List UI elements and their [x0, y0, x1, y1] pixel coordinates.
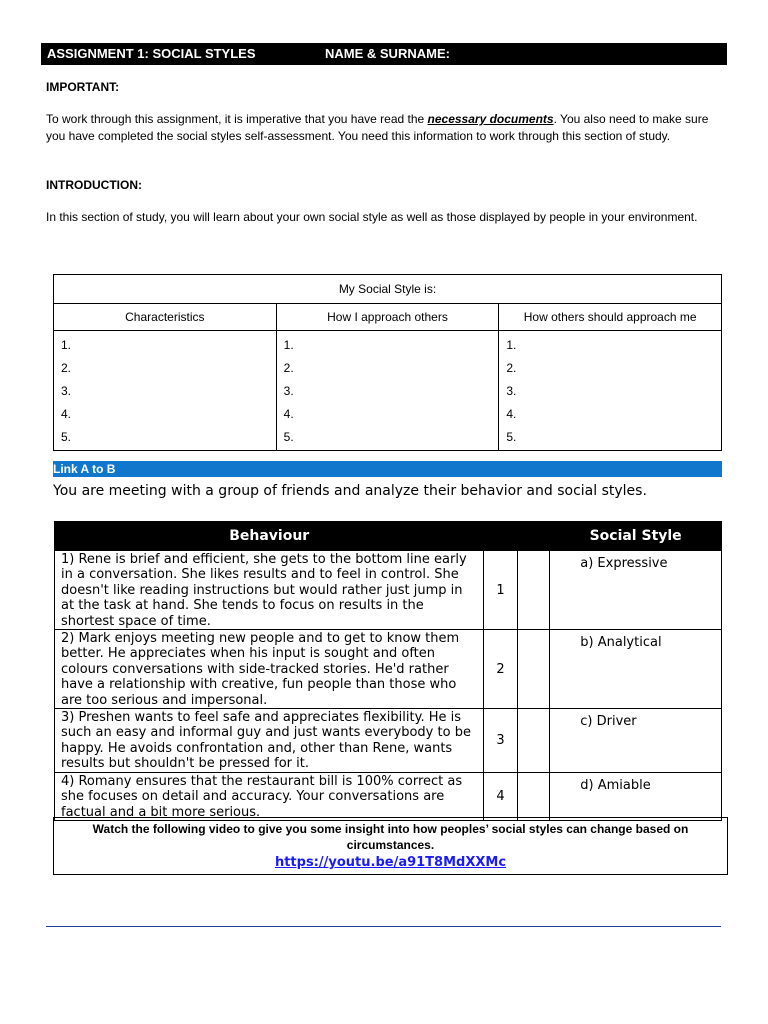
link-a-to-b-bar	[53, 461, 722, 477]
answer-cell[interactable]	[517, 772, 550, 820]
scenario-text: You are meeting with a group of friends and analyze their behavior and social styles.	[53, 483, 647, 499]
number-cell: 2	[484, 630, 517, 709]
list-item: 2.	[506, 361, 517, 375]
list-item: 5.	[506, 430, 517, 444]
list-item: 2.	[283, 361, 294, 375]
list-item: 1.	[61, 338, 72, 352]
behaviour-column-header: Behaviour	[55, 522, 484, 551]
column-header-others-approach-me: How others should approach me	[499, 304, 722, 331]
social-style-option: d) Amiable	[550, 772, 722, 820]
behaviour-cell: 4) Romany ensures that the restaurant bill is 100% correct as she focuses on detail and accuracy. Your conversations are factual and a bit more serious.	[55, 772, 484, 820]
footer-divider	[46, 926, 721, 927]
video-box	[53, 817, 728, 875]
social-style-caption: My Social Style is:	[54, 275, 722, 304]
behaviour-cell: 2) Mark enjoys meeting new people and to get to know them better. He appreciates when his input is sought and often colours conversations with side-tracked stories. He'd rather have a relationship with creative, fun people than those who are too serious and impersonal.	[55, 630, 484, 709]
answer-column-header	[517, 522, 550, 551]
list-item: 3.	[61, 384, 72, 398]
behaviour-matching-table	[54, 521, 722, 821]
social-style-column-header: Social Style	[550, 522, 722, 551]
column-header-characteristics: Characteristics	[54, 304, 277, 331]
social-style-option: c) Driver	[550, 709, 722, 773]
introduction-heading: INTRODUCTION:	[46, 178, 142, 192]
list-item: 5.	[283, 430, 294, 444]
list-item: 4.	[283, 407, 294, 421]
list-item: 1.	[283, 338, 294, 352]
list-item: 3.	[506, 384, 517, 398]
number-column-header	[484, 522, 517, 551]
characteristics-list[interactable]	[54, 331, 277, 451]
necessary-documents-link[interactable]: necessary documents	[427, 112, 554, 126]
list-item: 4.	[61, 407, 72, 421]
others-approach-me-list[interactable]	[499, 331, 722, 451]
number-cell: 3	[484, 709, 517, 773]
table-row	[55, 630, 722, 709]
answer-cell[interactable]	[517, 551, 550, 630]
table-row	[55, 772, 722, 820]
list-item: 5.	[61, 430, 72, 444]
video-link[interactable]: https://youtu.be/a91T8MdXXMc	[274, 855, 507, 870]
list-item: 3.	[283, 384, 294, 398]
behaviour-cell: 3) Preshen wants to feel safe and appreciates flexibility. He is such an easy and informal guy and just wants everybody to be happy. He avoids confrontation and, other than Rene, wants results but shouldn't be pressed for it.	[55, 709, 484, 773]
column-header-approach-others: How I approach others	[276, 304, 499, 331]
approach-others-list[interactable]	[276, 331, 499, 451]
social-style-option: a) Expressive	[550, 551, 722, 630]
number-cell: 4	[484, 772, 517, 820]
video-instruction-text: Watch the following video to give you some insight into how peoples’ social styles can change based on circumstances.	[92, 822, 689, 852]
important-heading: IMPORTANT:	[46, 80, 120, 94]
assignment-title: ASSIGNMENT 1: SOCIAL STYLES	[47, 46, 256, 61]
list-item: 2.	[61, 361, 72, 375]
social-style-table	[53, 274, 722, 451]
answer-cell[interactable]	[517, 709, 550, 773]
social-style-option: b) Analytical	[550, 630, 722, 709]
important-paragraph	[46, 111, 726, 144]
important-text-start: To work through this assignment, it is imperative that you have read the	[46, 112, 428, 126]
table-row	[55, 709, 722, 773]
table-row	[55, 551, 722, 630]
introduction-paragraph: In this section of study, you will learn about your own social style as well as those displayed by people in your environment.	[46, 210, 698, 224]
number-cell: 1	[484, 551, 517, 630]
important-text-end: . You also need to make sure you have completed the social styles self-assessment. You need this information to work through this section of study.	[46, 112, 709, 143]
answer-cell[interactable]	[517, 630, 550, 709]
behaviour-cell: 1) Rene is brief and efficient, she gets to the bottom line early in a conversation. She likes results and to feel in control. She doesn't like reading instructions but would rather just jump in at the task at hand. She tends to focus on results in the shortest space of time.	[55, 551, 484, 630]
name-surname-label: NAME & SURNAME:	[325, 46, 450, 61]
link-a-to-b-label: Link A to B	[53, 462, 116, 476]
list-item: 4.	[506, 407, 517, 421]
assignment-header-bar	[41, 43, 727, 65]
list-item: 1.	[506, 338, 517, 352]
